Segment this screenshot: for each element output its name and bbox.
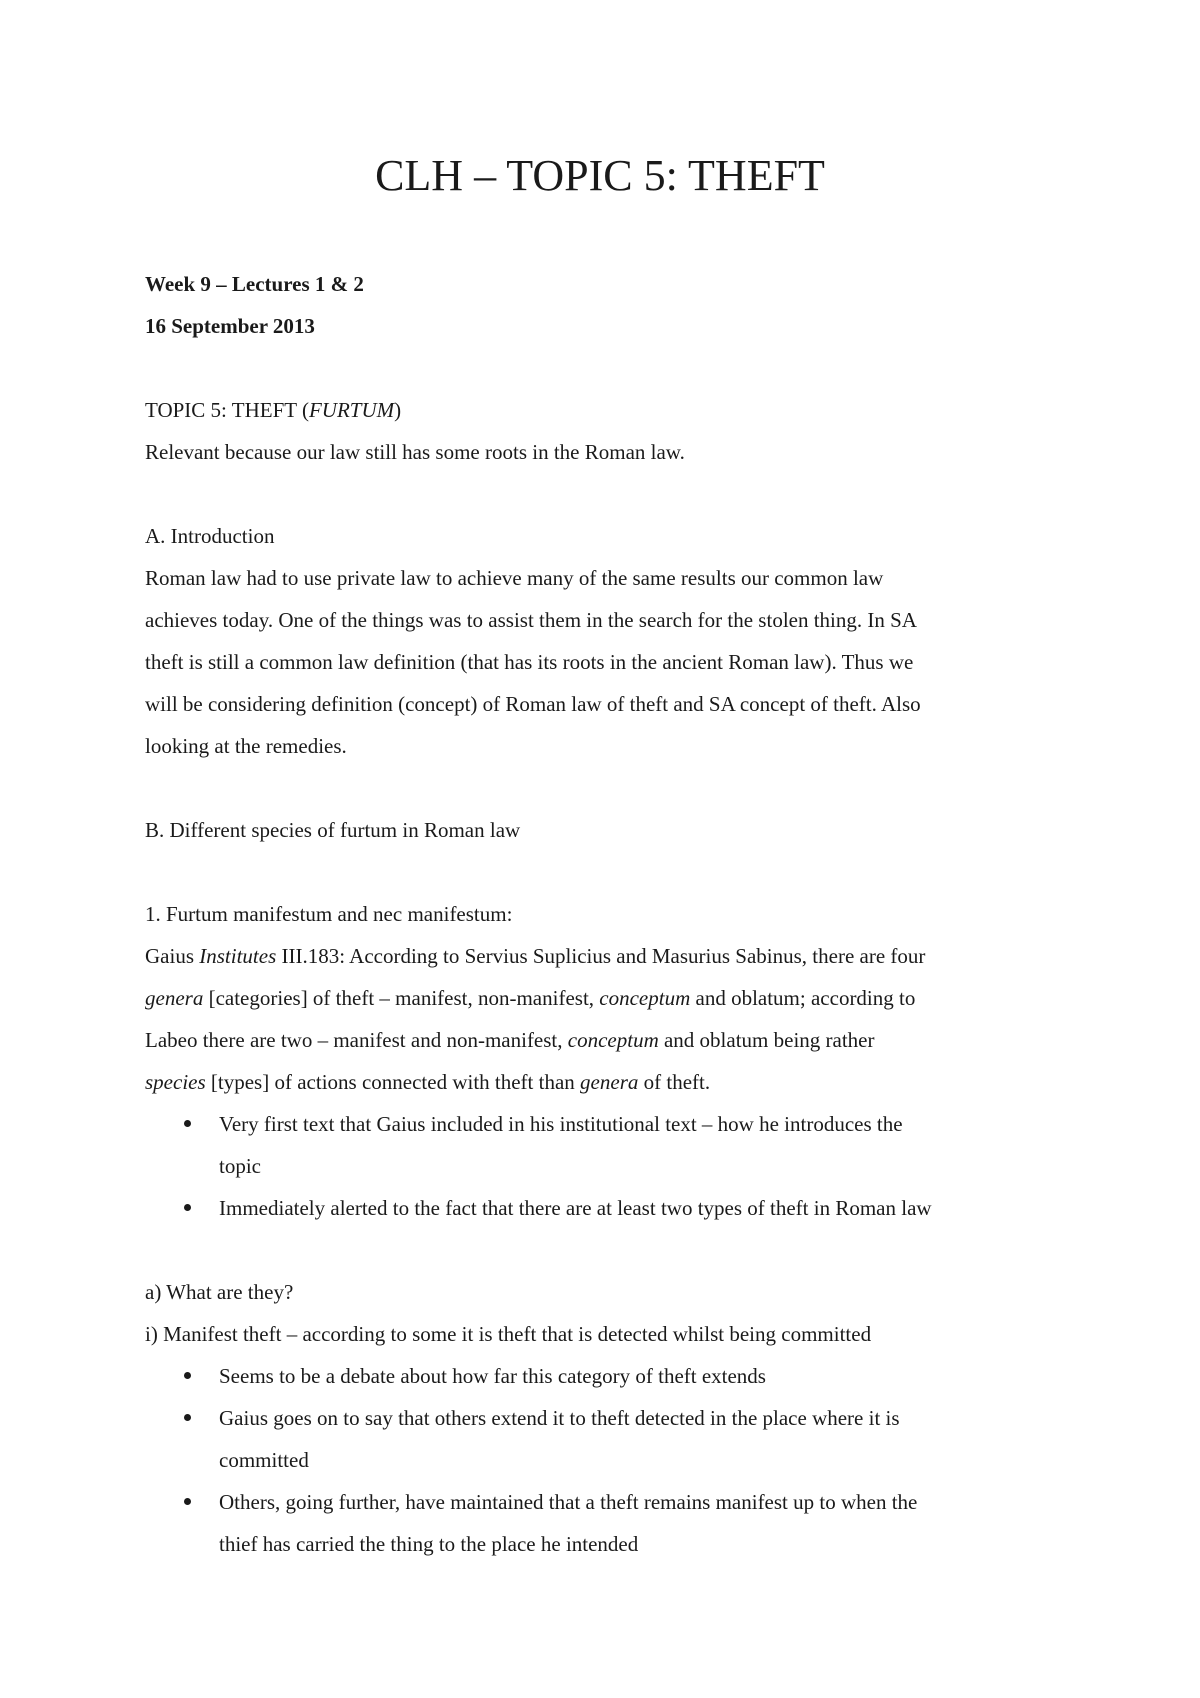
topic-heading-italic: FURTUM [308,398,395,422]
topic-relevance: Relevant because our law still has some roots in the Roman law. [145,440,685,464]
bullet-text: Others, going further, have maintained that a theft remains manifest up to when the [219,1490,918,1514]
bullet-item [145,1397,1065,1439]
spacer [145,347,1065,389]
bullet-item-continuation [145,1523,1065,1565]
quote-text: Gaius [145,944,200,968]
bullet-text: committed [219,1448,309,1472]
quote-italic: species [145,1070,206,1094]
section-a-line: Roman law had to use private law to achieve many of the same results our common law [145,566,884,590]
bullet-text: thief has carried the thing to the place he intended [219,1532,639,1556]
quote-text: and oblatum being rather [658,1028,875,1052]
manifest-theft-item: i) Manifest theft – according to some it is theft that is detected whilst being committed [145,1322,872,1346]
spacer [145,1229,1065,1271]
bullet-icon [184,1414,191,1421]
quote-text: [types] of actions connected with theft than [205,1070,581,1094]
bullet-icon [184,1204,191,1211]
quote-text: of theft. [638,1070,711,1094]
question-a-heading: a) What are they? [145,1280,294,1304]
bullet-item [145,1187,1065,1229]
bullet-item [145,1103,1065,1145]
section-a-line: looking at the remedies. [145,734,347,758]
gaius-quote-line [145,1019,1065,1061]
section-a-heading: A. Introduction [145,524,275,548]
document-body [145,263,1065,1565]
topic-heading [145,389,1065,431]
bullet-item [145,1355,1065,1397]
topic-heading-suffix: ) [394,398,402,422]
section-b-heading: B. Different species of furtum in Roman law [145,818,521,842]
quote-italic: genera [580,1070,639,1094]
bullet-text: Very first text that Gaius included in his institutional text – how he introduces the [219,1112,903,1136]
bullet-item [145,1481,1065,1523]
bullet-text: Gaius goes on to say that others extend it to theft detected in the place where it is [219,1406,900,1430]
bullet-item-continuation [145,1145,1065,1187]
section-a-line: theft is still a common law definition (that has its roots in the ancient Roman law). Thus we [145,650,914,674]
quote-italic: Institutes [199,944,277,968]
quote-text: Labeo there are two – manifest and non-manifest, [145,1028,568,1052]
quote-italic: genera [145,986,204,1010]
quote-italic: conceptum [567,1028,659,1052]
spacer [145,473,1065,515]
section-a-line: will be considering definition (concept) of Roman law of theft and SA concept of theft. Also [145,692,921,716]
bullet-icon [184,1120,191,1127]
spacer [145,851,1065,893]
quote-text: and oblatum; according to [690,986,916,1010]
bullet-text: Immediately alerted to the fact that there are at least two types of theft in Roman law [219,1196,932,1220]
quote-italic: conceptum [599,986,691,1010]
document-title: CLH – TOPIC 5: THEFT [375,151,825,200]
bullet-text: topic [219,1154,261,1178]
spacer [145,767,1065,809]
bullet-icon [184,1498,191,1505]
quote-text: [categories] of theft – manifest, non-manifest, [203,986,600,1010]
gaius-quote-line [145,935,1065,977]
bullet-text: Seems to be a debate about how far this category of theft extends [219,1364,766,1388]
quote-text: III.183: According to Servius Suplicius and Masurius Sabinus, there are four [276,944,926,968]
gaius-quote-line [145,1061,1065,1103]
gaius-quote-line [145,977,1065,1019]
topic-heading-prefix: TOPIC 5: THEFT ( [145,398,309,422]
bullet-icon [184,1372,191,1379]
section-a-line: achieves today. One of the things was to assist them in the search for the stolen thing. In SA [145,608,917,632]
week-line: Week 9 – Lectures 1 & 2 [145,272,364,296]
date-line: 16 September 2013 [145,314,315,338]
bullet-item-continuation [145,1439,1065,1481]
subsection-1-heading: 1. Furtum manifestum and nec manifestum: [145,902,513,926]
